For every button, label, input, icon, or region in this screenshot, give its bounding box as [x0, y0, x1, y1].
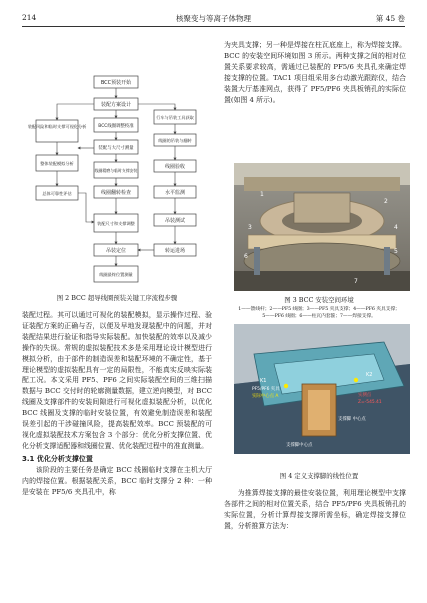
header-rule [22, 26, 405, 27]
fig4-label-k2: K2 [366, 372, 373, 378]
fig3-label-2: 2 [384, 198, 388, 205]
node-lift-check: 线圈的吊装与翻转 [158, 138, 192, 143]
node-start: BCC预装开始 [100, 80, 132, 86]
figure3-legend-line-1: 1——馈线杆；2——PF5 线圈；3——PF5 夹具支撑；4——PF6 夹具支撑； [238, 307, 400, 312]
node-mock-preassy: 行车与吊装工具获取 [156, 115, 194, 120]
fig3-label-7: 7 [354, 278, 358, 285]
fig3-label-4: 4 [394, 224, 398, 231]
journal-title: 核聚变与等离子体物理 [176, 14, 251, 23]
right-column-text-top [224, 40, 406, 105]
fig3-label-5: 5 [394, 248, 398, 255]
running-header [22, 13, 405, 25]
figure2-caption: 图 2 BCC 超导线圈预装关键工序流程步骤 [56, 294, 178, 302]
fig4-label-k2-sub: 实测点 [358, 393, 372, 398]
node-grinding: 线圈精磨与临时支撑安装 [94, 168, 138, 173]
node-hoisting: 吊装定位 [105, 248, 127, 254]
fig4-label-k1-sub: PF5/PF6 夹具 [252, 387, 280, 392]
node-transport: 转运进场 [164, 248, 186, 254]
fig3-label-3: 3 [248, 224, 252, 231]
fig4-label-k1: K1 [260, 378, 267, 384]
figure3-legend [228, 306, 410, 320]
fig4-label-bottom: 支撑脚中心点 [286, 443, 313, 448]
right-paragraph-1: 为夹具支撑；另一种是焊接在柱瓦底座上，称为焊接支撑。BCC 的安装空间环境如图 3 所示。两种支撑之间的相对位置关系要求较高，需通过已装配的 PF5/6 夹具孔来确定焊接支撑的位置。TAC1 项目组采用多台动激光跟踪仪，结合装置大厅基准网点，获得了 PF5/PF6 夹具板销孔的实际位置(如图 4 所示)。 [224, 41, 406, 104]
node-inner-adjust: 装配尺寸和支撑调整 [97, 221, 135, 226]
fig4-label-k1-sub2: 实际中心点 A [252, 394, 279, 399]
left-paragraph-1: 装配过程。其可以通过可视化的装配模拟，显示操作过程、验证装配方案的正确与否，以便及早地发现装配中的问题，并对装配结果进行验证和指导实际装配。加快装配的效率以及减少操作的失误。常规的虚拟装配技术多是采用理论设计模型进行模拟分析，由于部件的制造误差和装配环境的不确定性，基于理论模型的虚拟装配具有一定的局限性，不能真实反映实际装配工况。本文采用 PF5、PF6 之间实际装配空间的三维扫描数据与 BCC 交付时的轮廓测量数据，建立逆向模型，对 BCC 线圈及支撑部件的安装间隙进行可视化虚拟装配分析，以优化 BCC 线圈及支撑的临时安装位置，有效避免制造误差和装配误差引起的干涉碰撞风险，提高装配效率。BCC 预装配的可视化虚拟装配技术方案包含 3 个部分：优化分析支撑位置、优化分析支撑适配器和线圈位置、优化装配过程中的准直测量。 [22, 311, 212, 450]
page-number: 214 [22, 13, 37, 22]
figure3-caption: 图 3 BCC 安装空间环境 [284, 296, 354, 304]
node-combine: 装配与大尺寸测量 [98, 146, 134, 151]
figure4-caption: 图 4 定义支撑脚的线性位置 [279, 472, 359, 480]
volume-label: 第 45 卷 [375, 14, 405, 23]
fig3-label-1: 1 [260, 191, 264, 198]
right-paragraph-2: 为推算焊接支撑的最佳安装位置，利用理论模型中支撑各部件之间的相对位置关系，结合 PF5/PF6 夹具板销孔的实际位置，分析计算焊接支撑所需坐标，确定焊接支撑位置，分析推算方法为： [224, 489, 406, 530]
figure4-photo [234, 324, 410, 454]
node-verify: 水平监测 [164, 190, 186, 196]
section-heading-3-1: 3.1 优化分析支撑位置 [22, 454, 93, 463]
figure3-legend-line-2: 5——PF6 线圈；6——柱瓦内套箍；7——焊接支撑。 [262, 314, 376, 319]
right-column-text-bottom [224, 488, 406, 532]
node-left-mid: 整体装配模拟分析 [40, 161, 74, 166]
left-column-text [22, 310, 212, 497]
figure2-flowchart [28, 74, 208, 294]
node-coil-accept: 线圈验收 [164, 164, 186, 170]
fig3-label-6: 6 [244, 253, 248, 260]
node-coil-layout: BCC线圈调整校准 [98, 124, 134, 129]
node-transfer: 线圈翻转检查 [100, 190, 132, 196]
node-final-measure: 线圈最终位置测量 [99, 272, 133, 277]
node-left-top: 装配风险和临时支撑可视化分析 [28, 124, 87, 129]
left-paragraph-2: 该阶段的主要任务是确定 BCC 线圈临时支撑在主机大厅内的焊接位置。根据装配关系，BCC 临时支撑分 2 种：一种是安装在 PF5/6 夹具孔中，称 [22, 465, 212, 496]
fig4-label-pillar: 支撑脚 中心点 [338, 417, 366, 422]
node-hoist-test: 吊装测试 [164, 218, 186, 224]
node-left-bottom: 总体可靠性评估 [42, 191, 72, 196]
figure3-photo [234, 163, 410, 291]
fig4-label-k2-sub2: Z=-545.41 [358, 400, 382, 405]
node-design: 装配方案设计 [100, 102, 132, 108]
